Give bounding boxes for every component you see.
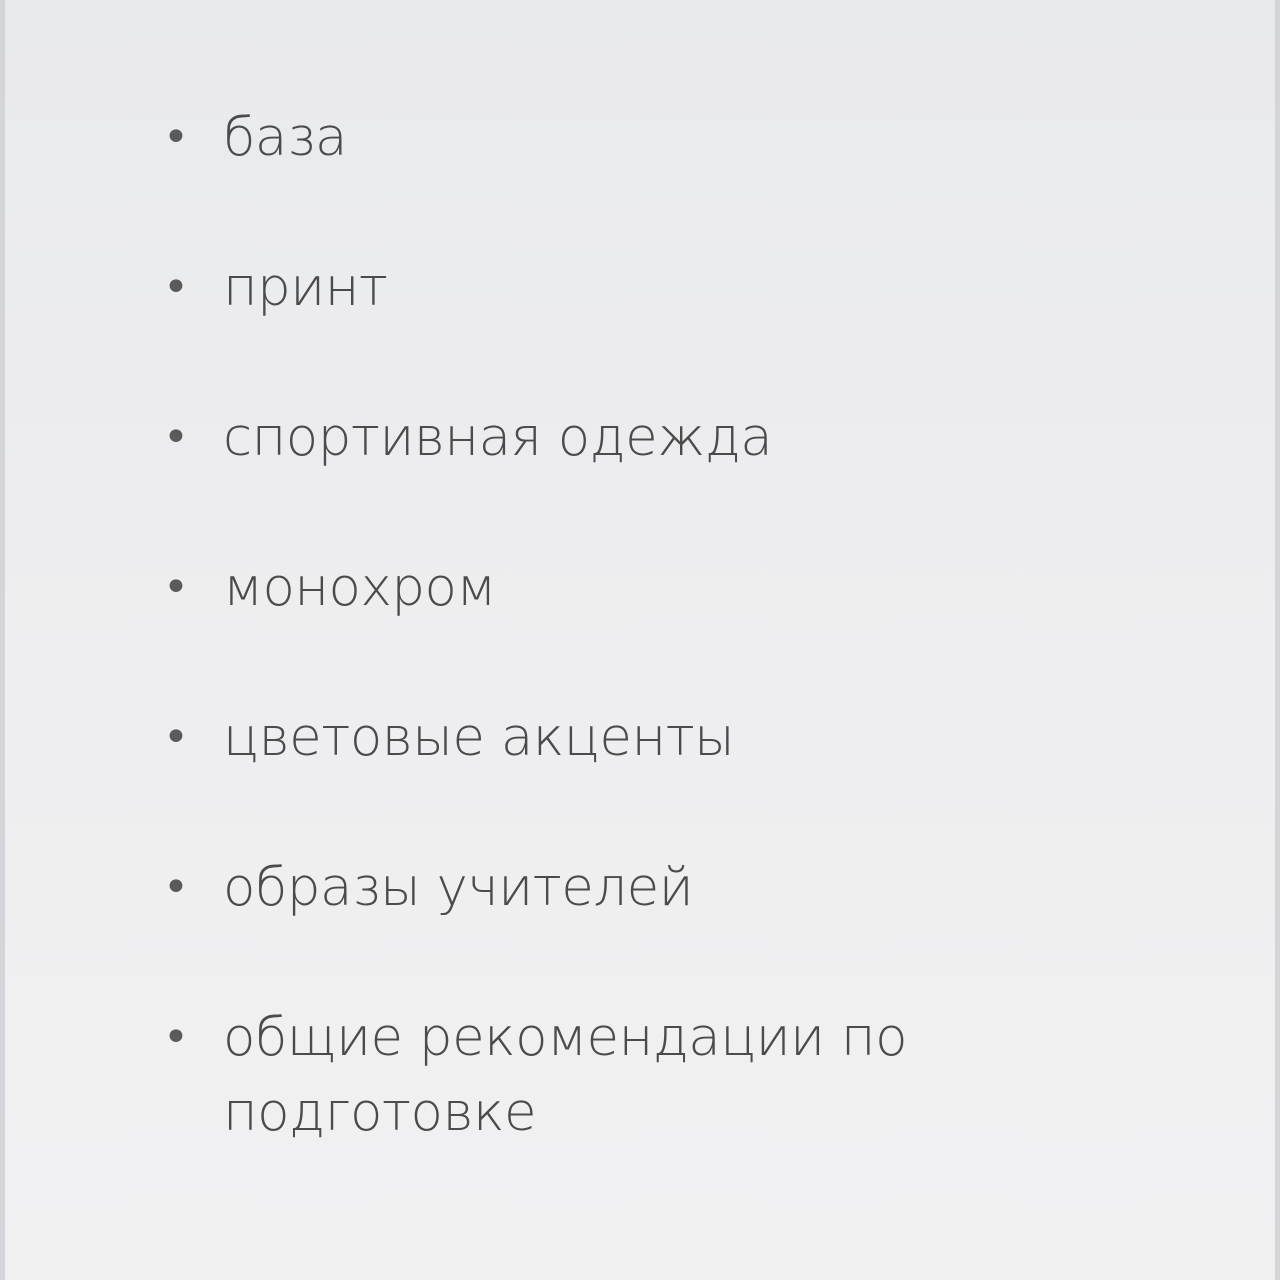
list-item-label: спортивная одежда [223, 407, 773, 468]
list-item-label: монохром [223, 557, 496, 618]
list-item-label: цветовые акценты [223, 707, 735, 768]
bullet-icon: • [163, 262, 189, 313]
bullet-icon: • [163, 862, 189, 913]
bullet-icon: • [163, 1012, 189, 1063]
list-item-label: база [223, 107, 348, 168]
list-item-label: общие рекомендации по подготовке [223, 1007, 908, 1143]
list-item-label: образы учителей [223, 857, 694, 918]
bullet-icon: • [163, 562, 189, 613]
bullet-icon: • [163, 712, 189, 763]
bullet-icon: • [163, 412, 189, 463]
bullet-icon: • [163, 112, 189, 163]
list-item-label: принт [223, 257, 388, 318]
